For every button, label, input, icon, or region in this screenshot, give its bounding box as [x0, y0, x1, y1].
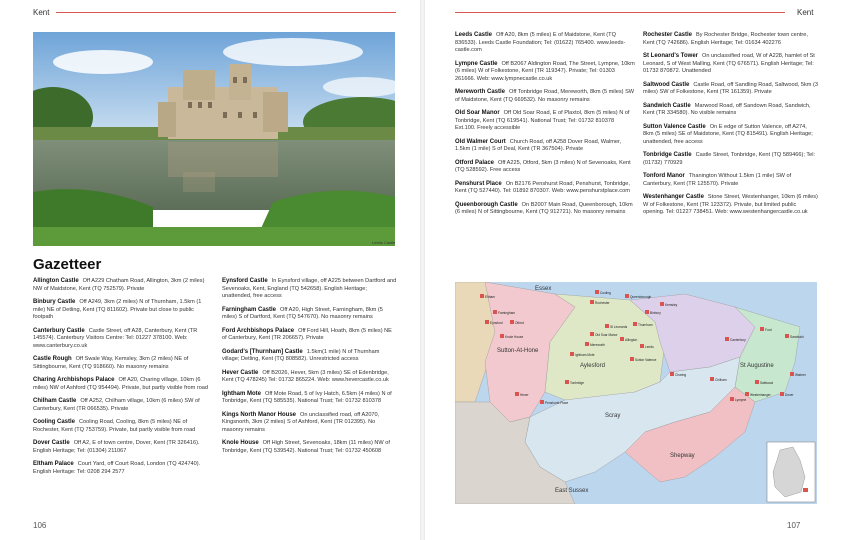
castle-marker [710, 377, 714, 381]
castle-marker [570, 352, 574, 356]
leeds-castle-photo [33, 32, 395, 246]
gazetteer-column-1 [33, 278, 213, 482]
town-label: Hever [520, 393, 529, 397]
gazetteer-column-4 [643, 32, 818, 223]
castle-marker [790, 372, 794, 376]
photo-credit: Leeds Castle [372, 240, 396, 245]
gazetteer-entry: Eynsford Castle In Eynsford village, off A225 between Dartford and Sevenoaks, Kent, England (TQ 542658). English Heritage; unattended, free access [222, 278, 397, 299]
castle-marker [725, 337, 729, 341]
castle-marker [515, 392, 519, 396]
town-label: Chilham [715, 378, 727, 382]
castle-marker [480, 294, 484, 298]
region-label-sutton-at-hone: Sutton-At-Hone [497, 348, 539, 354]
right-page [425, 0, 845, 540]
gazetteer-column-3 [455, 32, 635, 223]
gazetteer-entry: Rochester Castle By Rochester Bridge, Rochester town centre, Kent (TQ 742686). English Heritage; Tel: 01634 402276 [643, 32, 808, 46]
castle-marker [540, 400, 544, 404]
castle-marker [595, 290, 599, 294]
town-label: Thurnham [638, 323, 653, 327]
town-label: Lympne [735, 398, 747, 402]
castle-marker [745, 392, 749, 396]
gazetteer-entry: Ford Archbishops Palace Off Ford Hill, Hoath, 8km (5 miles) NE of Canterbury, Kent (TR 206657). Private [222, 327, 392, 341]
town-label: Eynsford [490, 321, 503, 325]
region-label-scray: Scray [605, 413, 621, 419]
town-label: Ightham Mote [575, 353, 595, 357]
castle-marker [630, 357, 634, 361]
gazetteer-column-2 [222, 278, 397, 461]
castle-marker [485, 320, 489, 324]
gazetteer-entry: Canterbury Castle Castle Street, off A28, Canterbury, Kent (TR 145574). Canterbury Visitors Centre: Tel: 01227 378100. Web: www.canterbury.co.uk [33, 327, 198, 349]
castle-marker [625, 294, 629, 298]
gazetteer-entry: Charing Archbishops Palace Off A20, Charing village, 10km (6 miles) NW of Ashford (TQ 954494). Private, but partly visible from road [33, 377, 209, 391]
gazetteer-entry: Eltham Palace Court Yard, off Court Road, London (TQ 424740). English Heritage: Tel: 0208 294 2577 [33, 461, 201, 475]
castle-marker [670, 372, 674, 376]
town-label: Queenborough [630, 295, 652, 299]
gazetteer-entry: Hever Castle Off B2026, Hever, 5km (3 miles) SE of Edenbridge, Kent (TQ 478245) Tel: 01732 865224. Web: www.hevercastle.co.uk [222, 369, 389, 383]
castle-marker [785, 334, 789, 338]
castle-marker [590, 332, 594, 336]
gazetteer-entry: Sandwich Castle Marwood Road, off Sandown Road, Sandwich, Kent (TR 334580). No visible remains [643, 102, 811, 116]
gazetteer-entry: Tonbridge Castle Castle Street, Tonbridge, Kent (TQ 589466); Tel: (01732) 770929 [643, 152, 816, 166]
town-label: Rochester [595, 301, 610, 305]
region-label-aylesford: Aylesford [580, 363, 605, 369]
page-number: 107 [787, 521, 801, 530]
castle-marker [565, 380, 569, 384]
gazetteer-entry: Binbury Castle Off A249, 3km (2 miles) N of Thurnham, 1.5km (1 mile) NE of Detling, Kent (TQ 811602). Private but close to public footpath [33, 299, 202, 320]
gazetteer-entry: Old Walmer Court Church Road, off A258 Dover Road, Walmer, 1.5km (1 mile) S of Deal, Kent (TR 367504). Private [455, 138, 622, 152]
page-number: 106 [33, 521, 47, 530]
town-label: Leeds [645, 345, 654, 349]
gazetteer-entry: Sutton Valence Castle On E edge of Sutton Valence, off A274, 8km (5 miles) SE of Maidstone, Kent (TQ 815491). English Heritage; unattended, free access [643, 123, 813, 145]
castle-marker [620, 337, 624, 341]
town-label: Eltham [485, 295, 495, 299]
town-label: Mereworth [590, 343, 606, 347]
town-label: Ford [765, 328, 772, 332]
castle-marker [660, 302, 664, 306]
running-head: Kent [33, 8, 50, 17]
gazetteer-entry: Mereworth Castle Off Tonbridge Road, Mereworth, 8km (5 miles) SW of Maidstone, Kent (TQ 669532). No masonry remains [455, 89, 635, 103]
gazetteer-entry: Penshurst Place On B2176 Penshurst Road, Penshurst, Tonbridge, Kent (TQ 527440). Tel: 01892 870307. Web: www.penshurstplace.com [455, 180, 630, 194]
town-label: Otford [515, 321, 524, 325]
castle-photo-svg [33, 32, 395, 246]
castle-marker [493, 310, 497, 314]
gazetteer-entry: Cooling Castle Cooling Road, Cooling, 8km (5 miles) NE of Rochester, Kent (TQ 753759). Private, but partly visible from road [33, 419, 196, 433]
gazetteer-entry: Godard's [Thurnham] Castle 1.5km(1 mile) N of Thurnham village; Detling, Kent (TQ 808582). Unrestricted access [222, 348, 380, 362]
castle-marker [590, 300, 594, 304]
left-page [0, 0, 420, 540]
gazetteer-entry: St Leonard's Tower On unclassified road, W of A228, hamlet of St Leonard, S of West Malling, Kent (TQ 676571). English Heritage; Tel: 01732 870872. Unattended [643, 53, 815, 74]
town-label: Sandwich [790, 335, 804, 339]
region-label-shepway: Shepway [670, 453, 695, 459]
town-label: Binbury [650, 311, 661, 315]
gazetteer-entry: Farningham Castle Off A20, High Street, Farningham, 8km (5 miles) S of Dartford, Kent (TQ 547670). No masonry remains [222, 306, 383, 320]
town-label: Saltwood [760, 381, 774, 385]
gazetteer-entry: Allington Castle Off A229 Chatham Road, Allington, 3km (2 miles) NW of Maidstone, Kent (TQ 752579). Private [33, 278, 205, 292]
castle-marker [510, 320, 514, 324]
sea-label-east-sussex: East Sussex [555, 488, 589, 494]
town-label: Farningham [498, 311, 516, 315]
castle-marker [605, 324, 609, 328]
gazetteer-entry: Ightham Mote Off Mote Road, 5 of Ivy Hatch, 6.5km (4 miles) N of Tonbridge, Kent (TQ 585535). National Trust; Tel: 01732 810378 [222, 390, 392, 404]
town-label: Dover [785, 393, 794, 397]
header-rule [56, 12, 396, 13]
castle-marker [645, 310, 649, 314]
gazetteer-entry: Castle Rough Off Swale Way, Kemsley, 3km (2 miles) NE of Sittingbourne, Kent (TQ 918660). No masonry remains [33, 356, 189, 370]
gazetteer-entry: Westenhanger Castle Stone Street, Westenhanger, 10km (6 miles) W of Folkestone, Kent (TR 123372). Private, but limited public opening. Tel: 01227 738451. Web: www.westenhangercastle.co.uk [643, 194, 818, 215]
gazetteer-entry: Tonford Manor Thanington Without 1.5km (1 mile) SW of Canterbury, Kent (TR 125570). Private [643, 173, 792, 187]
castle-marker [755, 380, 759, 384]
castle-marker [585, 342, 589, 346]
town-label: St Leonards [610, 325, 628, 329]
town-label: Walmer [795, 373, 806, 377]
gazetteer-entry: Lympne Castle Off B2067 Aldington Road, The Street, Lympne, 10km (6 miles) W of Folkestone, Kent (TR 119347). Private; Tel: 01303 261666. Web: www.lympnecastle.co.uk [455, 60, 635, 82]
castle-marker [500, 334, 504, 338]
castle-marker [633, 322, 637, 326]
castle-marker [780, 392, 784, 396]
town-label: Knole House [505, 335, 524, 339]
section-title: Gazetteer [33, 256, 102, 273]
town-label: Kemsley [665, 303, 678, 307]
gazetteer-entry: Dover Castle Off A2, E of town centre, Dover, Kent (TR 326416). English Heritage; Tel: (01304) 211067 [33, 440, 200, 454]
gazetteer-entry: Saltwood Castle Castle Road, off Sandling Road, Saltwood, 5km (3 miles) SW of Folkestone, Kent (TR 161359). Private [643, 81, 818, 95]
castle-marker [760, 327, 764, 331]
town-label: Tonbridge [570, 381, 584, 385]
town-label: Canterbury [730, 338, 746, 342]
town-label: Penshurst Place [545, 401, 569, 405]
town-label: Cooling [600, 291, 611, 295]
gazetteer-entry: Leeds Castle Off A20, 8km (5 miles) E of Maidstone, Kent (TQ 836533). Leeds Castle Foundation; Tel: (01622) 765400. www.leeds-castle.com [455, 32, 626, 53]
town-label: Charing [675, 373, 687, 377]
gazetteer-entry: Knole House Off High Street, Sevenoaks, 18km (11 miles) NW of Tonbridge, Kent (TQ 539542). National Trust; Tel: 01732 450608 [222, 440, 390, 454]
castle-marker [730, 397, 734, 401]
gazetteer-entry: Kings North Manor House On unclassified road, off A2070, Kingsnorth, 3km (2 miles) S of Ashford, Kent (TR 012395). No masonry remains [222, 411, 380, 433]
header-rule [455, 12, 785, 13]
sea-label-essex: Essex [535, 286, 552, 292]
town-label: Sutton Valence [635, 358, 657, 362]
kent-map [455, 282, 817, 504]
running-head: Kent [797, 8, 814, 17]
gazetteer-entry: Queenborough Castle On B2007 Main Road, Queenborough, 10km (6 miles) N of Sittingbourne, Kent (TQ 912721). No masonry remains [455, 201, 633, 215]
kent-map-svg [455, 282, 817, 504]
town-label: Old Soar Manor [595, 333, 618, 337]
region-label-st-augustine: St Augustine [740, 363, 774, 369]
town-label: Allington [625, 338, 638, 342]
gazetteer-entry: Old Soar Manor Off Old Soar Road, E of Plaxtol, 8km (5 miles) N of Tonbridge, Kent (TQ 619541). National Trust; Tel: 01732 810378 Ext.100. Freely accessible [455, 110, 630, 131]
gazetteer-entry: Otford Palace Off A225, Otford, 5km (3 miles) N of Sevenoaks, Kent (TQ 528592). Free access [455, 159, 631, 173]
town-label: Westenhanger [750, 393, 771, 397]
gazetteer-entry: Chilham Castle Off A252, Chilham village, 10km (6 miles) SW of Canterbury, Kent (TR 066535). Private [33, 398, 200, 412]
castle-marker [640, 344, 644, 348]
